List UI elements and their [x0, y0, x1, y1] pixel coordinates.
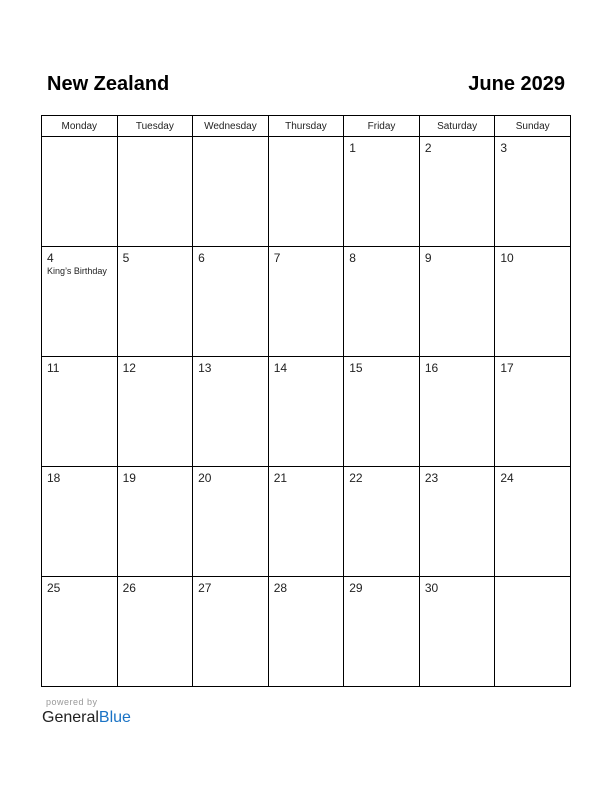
day-number: 1 — [349, 141, 356, 155]
day-number — [193, 137, 268, 141]
day-number: 7 — [273, 251, 281, 265]
week-row — [42, 247, 571, 357]
day-cell — [117, 137, 193, 247]
day-number: 15 — [349, 361, 363, 375]
day-cell — [193, 577, 269, 687]
weekday-monday: Monday — [42, 116, 118, 137]
day-cell — [419, 137, 495, 247]
day-cell — [268, 247, 344, 357]
brand-name-part2: Blue — [98, 709, 131, 726]
day-cell — [42, 467, 118, 577]
day-cell — [193, 467, 269, 577]
day-cell — [193, 357, 269, 467]
day-cell — [495, 137, 571, 247]
generalblue-logo[interactable] — [42, 708, 131, 728]
day-cell — [42, 577, 118, 687]
day-number — [118, 137, 193, 141]
day-number: 21 — [273, 471, 288, 485]
day-number: 20 — [198, 471, 212, 485]
day-cell — [495, 247, 571, 357]
week-row — [42, 467, 571, 577]
day-cell — [117, 357, 193, 467]
week-row — [42, 137, 571, 247]
day-number: 19 — [122, 471, 136, 485]
day-cell — [419, 247, 495, 357]
day-cell — [193, 137, 269, 247]
day-cell — [419, 577, 495, 687]
weekday-wednesday: Wednesday — [193, 116, 269, 137]
holiday-label: King’s Birthday — [47, 266, 107, 276]
day-cell — [268, 577, 344, 687]
day-cell — [117, 467, 193, 577]
day-number: 26 — [122, 581, 136, 595]
day-cell — [268, 357, 344, 467]
day-cell — [117, 247, 193, 357]
weekday-tuesday: Tuesday — [117, 116, 193, 137]
calendar-grid — [41, 115, 571, 687]
day-cell — [42, 247, 118, 357]
powered-by-label: powered by — [46, 697, 98, 707]
day-number — [42, 137, 117, 141]
day-number — [269, 137, 344, 141]
day-number: 23 — [424, 471, 439, 485]
day-cell — [419, 357, 495, 467]
day-number: 17 — [500, 361, 514, 375]
day-number: 9 — [424, 251, 432, 265]
day-number: 5 — [122, 251, 130, 265]
day-number: 16 — [424, 361, 439, 375]
day-cell — [344, 357, 420, 467]
day-cell — [42, 357, 118, 467]
day-number: 28 — [273, 581, 288, 595]
country-title: New Zealand — [47, 73, 170, 95]
week-row — [42, 577, 571, 687]
day-cell — [495, 467, 571, 577]
day-number — [495, 577, 570, 581]
day-number: 13 — [198, 361, 212, 375]
day-cell — [495, 357, 571, 467]
day-cell — [117, 577, 193, 687]
day-number: 18 — [47, 471, 61, 485]
day-cell — [344, 577, 420, 687]
week-row — [42, 357, 571, 467]
day-cell — [419, 467, 495, 577]
day-cell — [344, 467, 420, 577]
day-number: 2 — [424, 141, 432, 155]
day-number: 14 — [273, 361, 288, 375]
day-cell — [193, 247, 269, 357]
day-number: 6 — [198, 251, 205, 265]
brand-name-part1: General — [42, 709, 99, 726]
day-number: 22 — [349, 471, 363, 485]
day-cell — [344, 137, 420, 247]
day-number: 4 — [47, 251, 54, 265]
day-number: 11 — [47, 361, 60, 375]
day-number: 30 — [424, 581, 439, 595]
day-cell — [344, 247, 420, 357]
day-number: 8 — [349, 251, 356, 265]
day-cell — [495, 577, 571, 687]
weekday-friday: Friday — [344, 116, 420, 137]
day-cell — [268, 467, 344, 577]
day-cell — [268, 137, 344, 247]
day-number: 29 — [349, 581, 363, 595]
weekday-saturday: Saturday — [419, 116, 495, 137]
day-number: 27 — [198, 581, 212, 595]
day-number: 3 — [500, 141, 508, 155]
weekday-header-row — [42, 116, 571, 137]
weekday-thursday: Thursday — [268, 116, 344, 137]
day-number: 10 — [500, 251, 514, 265]
day-number: 24 — [500, 471, 514, 485]
day-number: 12 — [122, 361, 136, 375]
month-year-title: June 2029 — [468, 73, 565, 95]
weekday-sunday: Sunday — [495, 116, 571, 137]
day-cell — [42, 137, 118, 247]
day-number: 25 — [47, 581, 61, 595]
